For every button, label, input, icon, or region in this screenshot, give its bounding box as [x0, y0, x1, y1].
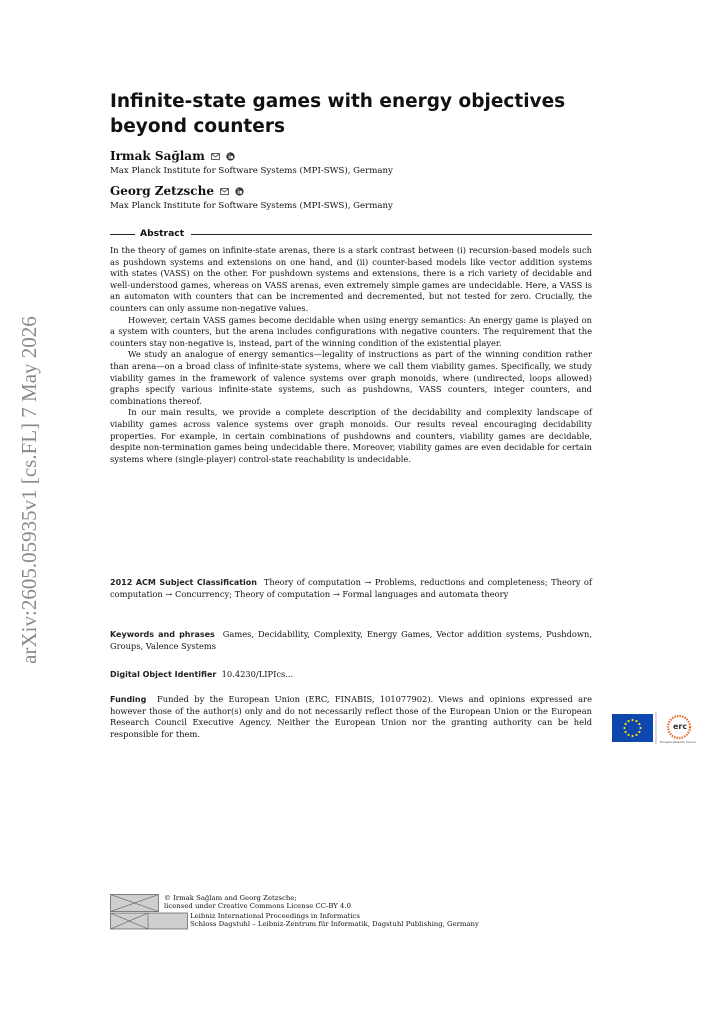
paper-title: Infinite-state games with energy objectives beyond counters	[110, 91, 566, 137]
funding-text: Funded by the European Union (ERC, FINABIS, 101077902). Views and opinions expressed are however those of the author(s) only and do not necessarily reflect those of the European Union or the European Research Council Executive Agency. Neither the European Union nor the granting authority can be held responsible for them.	[110, 694, 592, 739]
abstract-heading	[110, 228, 592, 240]
keywords-text: Games, Decidability, Complexity, Energy Games, Vector addition systems, Pushdown, Groups, Valence Systems	[110, 629, 592, 651]
lipics-line: Leibniz International Proceedings in Informatics	[190, 912, 360, 920]
author-1-affiliation: Max Planck Institute for Software Systems (MPI-SWS), Germany	[110, 166, 393, 176]
abstract-paragraph: In our main results, we provide a complete description of the decidability and complexity landscape of viability games across valence systems over graph monoids. Our results reveal encouraging decidability properties. For example, in certain combinations of pushdowns and counters, viability games are decidable, despite non-termination games being undecidable there. Moreover, viability games are even decidable for certain systems where (single-player) control-state reachability is undecidable.	[110, 407, 592, 464]
publisher-line: Schloss Dagstuhl – Leibniz-Zentrum für Informatik, Dagstuhl Publishing, Germany	[190, 920, 479, 928]
eu-flag-logo	[612, 712, 700, 744]
license-line: licensed under Creative Commons License CC-BY 4.0	[164, 902, 352, 910]
abstract-body	[110, 245, 592, 465]
funding	[110, 694, 592, 740]
abstract-paragraph: In the theory of games on infinite-state arenas, there is a stark contrast between (i) recursion-based models such as pushdown systems and extensions on one hand, and (ii) counter-based models like vector addition systems with states (VASS) on the other. For pushdown systems and extensions, there is a rich variety of decidable and well-understood games, whereas on VASS arenas, even extremely simple games are undecidable. Here, a VASS is an automaton with counters that can be incremented and decremented, but not tested for zero. Crucially, the counters can only assume non-negative values.	[110, 245, 592, 313]
doi-text[interactable]: 10.4230/LIPIcs...	[221, 669, 294, 679]
keywords-label: Keywords and phrases	[110, 630, 215, 639]
envelope-icon[interactable]	[211, 152, 220, 161]
keywords	[110, 629, 592, 652]
license-footer	[110, 892, 550, 932]
abstract-label: Abstract	[140, 228, 185, 239]
funding-logos	[612, 712, 700, 748]
author-1	[110, 149, 235, 163]
erc-wordmark: erc	[673, 722, 688, 731]
acm-label: 2012 ACM Subject Classification	[110, 578, 257, 587]
rule	[191, 234, 592, 235]
orcid-icon[interactable]	[235, 187, 244, 196]
acm-text: Theory of computation → Problems, reductions and completeness; Theory of computation → Concurrency; Theory of computation → Formal languages and automata theory	[110, 577, 592, 599]
rule	[110, 234, 135, 235]
copyright-line: © Irmak Sağlam and Georg Zetzsche;	[164, 894, 297, 902]
doi	[110, 669, 592, 681]
abstract-paragraph: We study an analogue of energy semantics—legality of instructions as part of the winning condition rather than arena—on a broad class of infinite-state systems, where we call them viability games. Specifically, we study viability games in the framework of valence systems over graph monoids, where (undirected, loops allowed) graphs specify various infinite-state systems, such as pushdowns, VASS counters, integer counters, and combinations thereof.	[110, 349, 592, 406]
author-name: Irmak Sağlam	[110, 149, 205, 163]
author-name: Georg Zetzsche	[110, 184, 214, 198]
orcid-icon[interactable]	[226, 152, 235, 161]
acm-classification	[110, 577, 592, 600]
doi-label: Digital Object Identifier	[110, 670, 217, 679]
arxiv-stamp: arXiv:2605.05935v1 [cs.FL] 7 May 2026	[17, 316, 41, 664]
funding-label: Funding	[110, 695, 147, 704]
erc-caption: European Research Council	[660, 741, 696, 744]
author-2-affiliation: Max Planck Institute for Software Systems (MPI-SWS), Germany	[110, 201, 393, 211]
abstract-paragraph: However, certain VASS games become decidable when using energy semantics: An energy game is played on a system with counters, but the arena includes configurations with negative counters. The requirement that the counters stay non-negative is, instead, part of the winning condition of the existential player.	[110, 314, 592, 348]
author-2	[110, 184, 244, 198]
envelope-icon[interactable]	[220, 187, 229, 196]
erc-logo	[660, 716, 696, 744]
